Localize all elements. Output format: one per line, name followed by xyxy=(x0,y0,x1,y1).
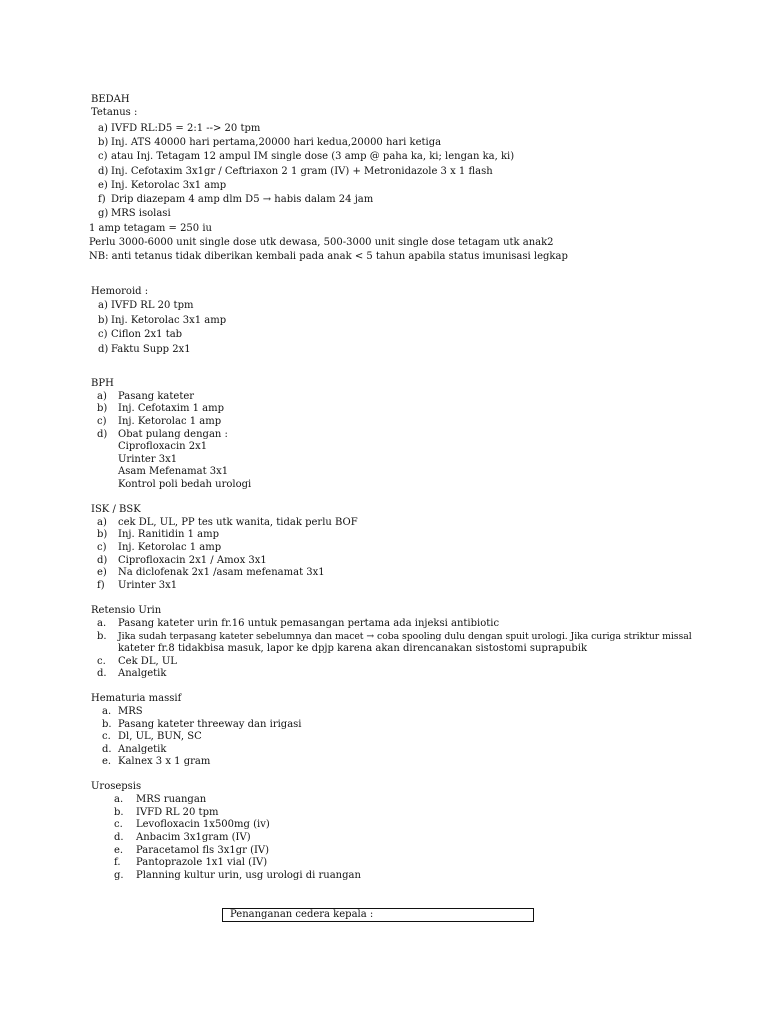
list-item: MRS isolasi xyxy=(111,208,171,219)
list-marker: a) xyxy=(97,391,107,402)
list-marker: g) xyxy=(98,208,109,219)
heading-urosepsis: Urosepsis xyxy=(91,781,142,792)
list-marker: c. xyxy=(102,731,111,742)
list-marker: d. xyxy=(97,668,107,679)
list-item: Inj. Ketorolac 1 amp xyxy=(118,416,222,427)
list-item: IVFD RL:D5 = 2:1 --> 20 tpm xyxy=(111,123,261,134)
list-marker: d) xyxy=(98,166,109,177)
list-marker: c. xyxy=(97,656,106,667)
list-item: MRS xyxy=(118,706,143,717)
list-marker: d. xyxy=(114,832,124,843)
list-marker: e) xyxy=(98,180,108,191)
sub-item: Kontrol poli bedah urologi xyxy=(118,479,252,490)
list-marker: b) xyxy=(97,403,108,414)
list-item-continuation: kateter fr.8 tidakbisa masuk, lapor ke dpjp karena akan direncanakan sistostomi suprapubik xyxy=(118,643,588,654)
list-item: Ciprofloxacin 2x1 / Amox 3x1 xyxy=(118,555,267,566)
list-item: Ciflon 2x1 tab xyxy=(111,329,183,340)
list-item: IVFD RL 20 tpm xyxy=(111,300,194,311)
list-marker: g. xyxy=(114,870,124,881)
list-marker: b) xyxy=(97,529,108,540)
list-item: Inj. ATS 40000 hari pertama,20000 hari kedua,20000 hari ketiga xyxy=(111,137,442,148)
list-marker: b) xyxy=(98,137,109,148)
list-marker: a. xyxy=(97,618,107,629)
list-item: atau Inj. Tetagam 12 ampul IM single dose (3 amp @ paha ka, ki; lengan ka, ki) xyxy=(111,151,515,162)
list-marker: d) xyxy=(97,429,108,440)
sub-item: Asam Mefenamat 3x1 xyxy=(118,466,229,477)
list-marker: c. xyxy=(114,819,123,830)
list-item: Inj. Ranitidin 1 amp xyxy=(118,529,220,540)
list-marker: f) xyxy=(98,194,106,205)
list-item: Anbacim 3x1gram (IV) xyxy=(136,832,251,843)
list-marker: c) xyxy=(97,416,107,427)
list-marker: b. xyxy=(102,719,112,730)
list-item: Inj. Ketorolac 1 amp xyxy=(118,542,222,553)
list-marker: a) xyxy=(98,300,108,311)
list-marker: c) xyxy=(98,329,108,340)
note-line: 1 amp tetagam = 250 iu xyxy=(89,223,212,234)
list-item: Na diclofenak 2x1 /asam mefenamat 3x1 xyxy=(118,567,325,578)
list-marker: d. xyxy=(102,744,112,755)
heading-retensio: Retensio Urin xyxy=(91,605,162,616)
list-marker: b. xyxy=(114,807,124,818)
heading-hemoroid: Hemoroid : xyxy=(91,286,149,297)
note-line: NB: anti tetanus tidak diberikan kembali pada anak < 5 tahun apabila status imunisasi legkap xyxy=(89,251,568,262)
list-marker: a. xyxy=(114,794,124,805)
list-marker: a) xyxy=(98,123,108,134)
heading-bph: BPH xyxy=(91,378,114,389)
list-item: Inj. Ketorolac 3x1 amp xyxy=(111,315,227,326)
list-item: Urinter 3x1 xyxy=(118,580,178,591)
sub-item: Ciprofloxacin 2x1 xyxy=(118,441,208,452)
list-marker: e. xyxy=(114,845,124,856)
list-item: Pantoprazole 1x1 vial (IV) xyxy=(136,857,268,868)
list-item: Inj. Cefotaxim 3x1gr / Ceftriaxon 2 1 gram (IV) + Metronidazole 3 x 1 flash xyxy=(111,166,493,177)
sub-item: Urinter 3x1 xyxy=(118,454,178,465)
list-item: Pasang kateter xyxy=(118,391,195,402)
list-marker: e. xyxy=(102,756,112,767)
list-item: Cek DL, UL xyxy=(118,656,177,667)
list-item: Kalnex 3 x 1 gram xyxy=(118,756,211,767)
list-marker: c) xyxy=(97,542,107,553)
list-item: Dl, UL, BUN, SC xyxy=(118,731,202,742)
section-title-bedah: BEDAH xyxy=(91,94,130,105)
list-marker: f) xyxy=(97,580,105,591)
list-item: Analgetik xyxy=(118,668,167,679)
list-marker: c) xyxy=(98,151,108,162)
list-item: Drip diazepam 4 amp dlm D5 → habis dalam 24 jam xyxy=(111,194,374,205)
list-item: Faktu Supp 2x1 xyxy=(111,344,191,355)
heading-hematuria: Hematuria massif xyxy=(91,693,182,704)
list-marker: d) xyxy=(97,555,108,566)
list-marker: e) xyxy=(97,567,107,578)
heading-cedera-kepala: Penanganan cedera kepala : xyxy=(230,909,374,920)
list-marker: f. xyxy=(114,857,121,868)
list-marker: a. xyxy=(102,706,112,717)
cedera-kepala-box xyxy=(222,908,534,922)
list-item: Analgetik xyxy=(118,744,167,755)
heading-tetanus: Tetanus : xyxy=(91,107,138,118)
list-item: IVFD RL 20 tpm xyxy=(136,807,219,818)
heading-isk: ISK / BSK xyxy=(91,504,141,515)
list-marker: a) xyxy=(97,517,107,528)
list-marker: b) xyxy=(98,315,109,326)
list-item: Pasang kateter threeway dan irigasi xyxy=(118,719,302,730)
list-item: Obat pulang dengan : xyxy=(118,429,228,440)
list-item: Pasang kateter urin fr.16 untuk pemasangan pertama ada injeksi antibiotic xyxy=(118,618,500,629)
note-line: Perlu 3000-6000 unit single dose utk dewasa, 500-3000 unit single dose tetagam utk anak2 xyxy=(89,237,554,248)
list-item: Jika sudah terpasang kateter sebelumnya dan macet → coba spooling dulu dengan spuit urologi. Jika curiga striktur missal xyxy=(118,631,692,642)
list-item: cek DL, UL, PP tes utk wanita, tidak perlu BOF xyxy=(118,517,358,528)
list-item: Inj. Ketorolac 3x1 amp xyxy=(111,180,227,191)
list-marker: b. xyxy=(97,631,107,642)
list-item: Levofloxacin 1x500mg (iv) xyxy=(136,819,270,830)
list-item: Planning kultur urin, usg urologi di ruangan xyxy=(136,870,361,881)
list-item: Paracetamol fls 3x1gr (IV) xyxy=(136,845,270,856)
list-item: MRS ruangan xyxy=(136,794,207,805)
list-item: Inj. Cefotaxim 1 amp xyxy=(118,403,225,414)
list-marker: d) xyxy=(98,344,109,355)
